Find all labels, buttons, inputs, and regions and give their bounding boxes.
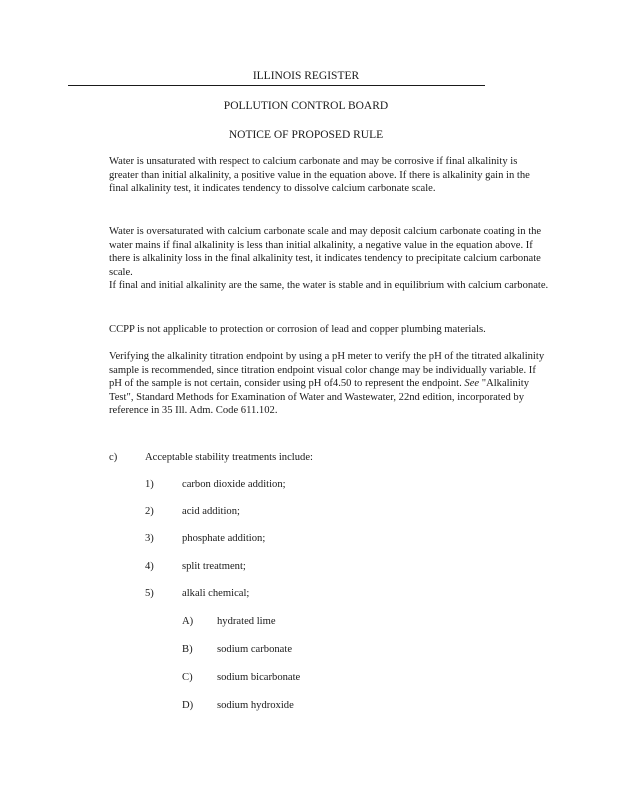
treatment-text: phosphate addition; <box>182 533 266 544</box>
paragraph-verification-reference: "Alkalinity Test", Standard Methods for Examination of Water and Wastewater, 22nd edition, incorporated by reference in 35 Ill. Adm. Code 611.102. <box>109 378 530 416</box>
paragraph-ccpp: CCPP is not applicable to protection or corrosion of lead and copper plumbing materials. <box>109 324 486 335</box>
section-c-marker: c) <box>109 452 118 463</box>
alkali-text: sodium carbonate <box>217 644 293 655</box>
paragraph-verification <box>109 350 549 418</box>
treatment-text: acid addition; <box>182 506 240 517</box>
alkali-marker: D) <box>182 700 194 711</box>
treatment-marker: 2) <box>145 506 154 517</box>
section-c-text: Acceptable stability treatments include: <box>145 452 313 463</box>
treatment-text: alkali chemical; <box>182 588 250 599</box>
treatment-marker: 1) <box>145 479 154 490</box>
paragraph-oversaturated <box>109 225 549 293</box>
notice-title: NOTICE OF PROPOSED RULE <box>228 129 384 141</box>
board-title: POLLUTION CONTROL BOARD <box>223 100 389 112</box>
alkali-marker: B) <box>182 644 193 655</box>
paragraph-stable: If final and initial alkalinity are the same, the water is stable and in equilibrium with calcium carbonate. <box>109 280 549 291</box>
header-rule <box>68 85 485 86</box>
alkali-marker: C) <box>182 672 193 683</box>
alkali-text: hydrated lime <box>217 616 276 627</box>
alkali-marker: A) <box>182 616 194 627</box>
paragraph-unsaturated: Water is unsaturated with respect to calcium carbonate and may be corrosive if final alkalinity is greater than initial alkalinity, a positive value in the equation above. If there is alkalinity gain in the final alkalinity test, it indicates tendency to dissolve calcium carbonate scale. <box>109 156 530 194</box>
see-citation-signal: See <box>464 378 480 389</box>
alkali-text: sodium bicarbonate <box>217 672 301 683</box>
register-title: ILLINOIS REGISTER <box>252 70 360 82</box>
treatment-marker: 3) <box>145 533 154 544</box>
paragraph-oversaturated-main: Water is oversaturated with calcium carbonate scale and may deposit calcium carbonate coating in the water mains if final alkalinity is less than initial alkalinity, a negative value in the equation above. If there is alkalinity loss in the final alkalinity test, it indicates tendency to precipitate calcium carbonate scale. <box>109 226 542 278</box>
treatment-marker: 4) <box>145 561 154 572</box>
alkali-text: sodium hydroxide <box>217 700 294 711</box>
treatment-text: carbon dioxide addition; <box>182 479 286 490</box>
paragraph-verification-text: Verifying the alkalinity titration endpoint by using a pH meter to verify the pH of the titrated alkalinity sample is recommended, since titration endpoint visual color change may be individually variable. If pH of the sample is not certain, consider using pH of4.50 to represent the endpoint. <box>109 351 545 389</box>
treatment-marker: 5) <box>145 588 154 599</box>
treatment-text: split treatment; <box>182 561 246 572</box>
